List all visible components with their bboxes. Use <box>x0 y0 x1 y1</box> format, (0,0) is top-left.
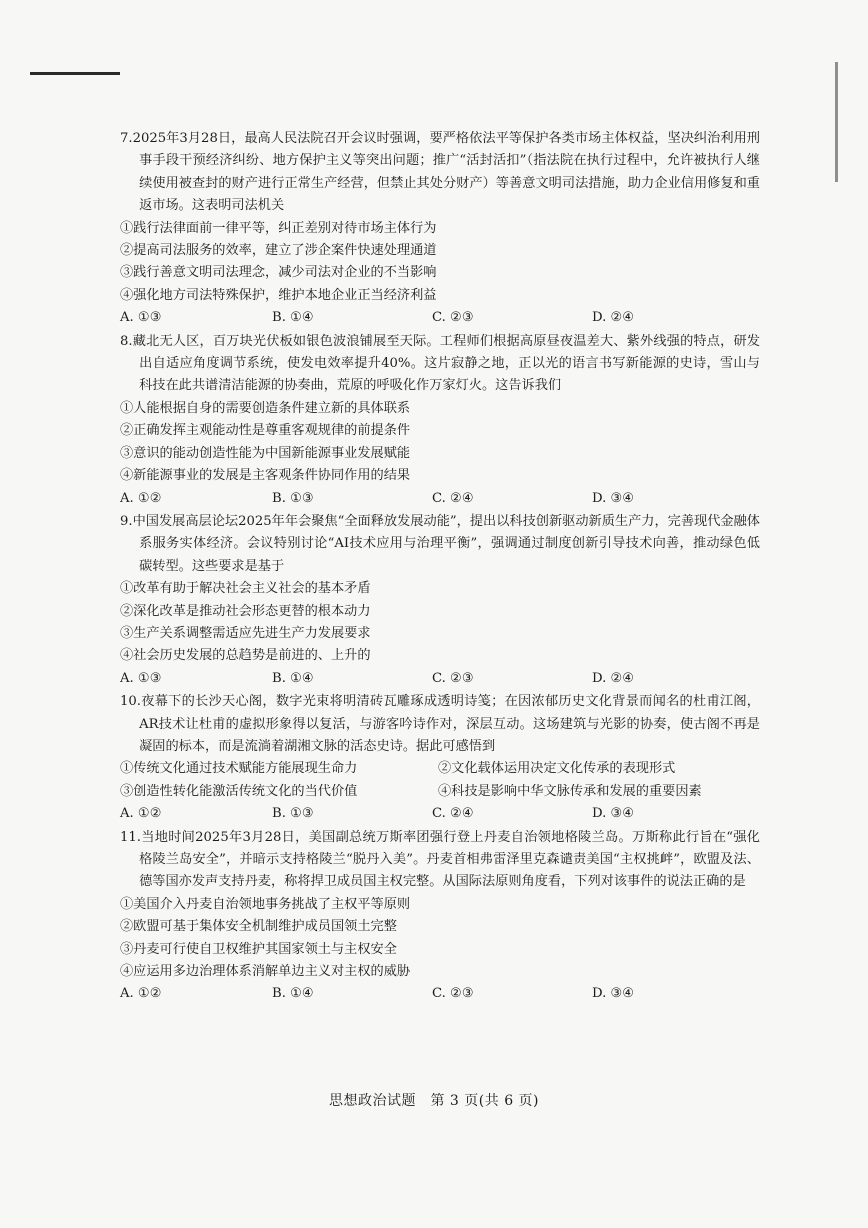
statement-option: ③创造性转化能激活传统文化的当代价值 <box>120 783 358 799</box>
statement-option: ④应运用多边治理体系消解单边主义对主权的威胁 <box>120 964 411 980</box>
statement-option: ④科技是影响中华文脉传承和发展的重要因素 <box>438 783 702 799</box>
choice-a: A. ①③ <box>120 670 162 686</box>
answer-choices <box>120 307 760 329</box>
answer-choices <box>120 983 760 1005</box>
choice-a: A. ①② <box>120 490 162 506</box>
question-7 <box>120 128 760 330</box>
choice-d: D. ②④ <box>592 310 635 326</box>
choice-b: B. ①③ <box>272 490 314 506</box>
choice-c: C. ②③ <box>432 670 474 686</box>
statement-option: ②提高司法服务的效率，建立了涉企案件快速处理通道 <box>120 243 437 259</box>
statement-option: ③践行善意文明司法理念，减少司法对企业的不当影响 <box>120 265 437 281</box>
choice-b: B. ①③ <box>272 806 314 822</box>
statement-option: ②文化载体运用决定文化传承的表现形式 <box>438 761 676 777</box>
statement-option: ③生产关系调整需适应先进生产力发展要求 <box>120 625 371 641</box>
question-11 <box>120 827 760 1006</box>
scan-edge-mark <box>30 72 120 75</box>
statement-option: ①美国介入丹麦自治领地事务挑战了主权平等原则 <box>120 896 411 912</box>
question-stem: 8.藏北无人区，百万块光伏板如银色波浪铺展至天际。工程师们根据高原昼夜温差大、紫外线强的特点，研发出自适应角度调节系统，使发电效率提升40%。这片寂静之地，正以光的语言书写新能源的史诗，雪山与科技在此共谱清洁能源的协奏曲，荒原的呼吸化作万家灯火。这告诉我们 <box>120 333 760 394</box>
choice-a: A. ①③ <box>120 310 162 326</box>
choice-d: D. ③④ <box>592 986 635 1002</box>
scan-edge-mark <box>835 62 838 182</box>
statement-option: ①改革有助于解决社会主义社会的基本矛盾 <box>120 581 371 597</box>
choice-c: C. ②③ <box>432 310 474 326</box>
question-list <box>120 128 760 1007</box>
statement-option: ④强化地方司法特殊保护，维护本地企业正当经济利益 <box>120 287 437 303</box>
choice-a: A. ①② <box>120 806 162 822</box>
statement-grid <box>120 758 760 803</box>
statement-option: ①践行法律面前一律平等，纠正差别对待市场主体行为 <box>120 220 437 236</box>
page-footer: 思想政治试题 第 3 页(共 6 页) <box>328 1093 540 1109</box>
statement-option: ①人能根据自身的需要创造条件建立新的具体联系 <box>120 400 411 416</box>
choice-c: C. ②③ <box>432 986 474 1002</box>
statement-option: ②欧盟可基于集体安全机制维护成员国领土完整 <box>120 919 397 935</box>
question-stem: 9.中国发展高层论坛2025年年会聚焦“全面释放发展动能”，提出以科技创新驱动新质生产力，完善现代金融体系服务实体经济。会议特别讨论“AI技术应用与治理平衡”，强调通过制度创新引导技术向善，推动绿色低碳转型。这些要求是基于 <box>120 513 760 574</box>
choice-d: D. ③④ <box>592 490 635 506</box>
question-stem: 10.夜幕下的长沙天心阁，数字光束将明清砖瓦雕琢成透明诗笺；在因浓郁历史文化背景而闻名的杜甫江阁，AR技术让杜甫的虚拟形象得以复活，与游客吟诗作对，深层互动。这场建筑与光影的协奏，使古阁不再是凝固的标本，而是流淌着湖湘文脉的活态史诗。据此可感悟到 <box>120 694 760 754</box>
question-10 <box>120 691 760 825</box>
question-8 <box>120 331 760 510</box>
choice-d: D. ②④ <box>592 670 635 686</box>
statement-option: ②深化改革是推动社会形态更替的根本动力 <box>120 603 371 619</box>
statement-option: ④新能源事业的发展是主客观条件协同作用的结果 <box>120 468 411 484</box>
question-9 <box>120 511 760 690</box>
choice-b: B. ①④ <box>272 986 314 1002</box>
statement-option: ③丹麦可行使自卫权维护其国家领土与主权安全 <box>120 941 397 957</box>
answer-choices <box>120 803 760 825</box>
choice-b: B. ①④ <box>272 310 314 326</box>
statement-option: ④社会历史发展的总趋势是前进的、上升的 <box>120 648 371 664</box>
statement-option: ③意识的能动创造性能为中国新能源事业发展赋能 <box>120 445 411 461</box>
answer-choices <box>120 668 760 690</box>
choice-b: B. ①④ <box>272 670 314 686</box>
statement-option: ①传统文化通过技术赋能方能展现生命力 <box>120 761 358 777</box>
choice-a: A. ①② <box>120 986 162 1002</box>
choice-c: C. ②④ <box>432 806 474 822</box>
choice-d: D. ③④ <box>592 806 635 822</box>
question-stem: 7.2025年3月28日，最高人民法院召开会议时强调，要严格依法平等保护各类市场主体权益，坚决纠治利用刑事手段干预经济纠纷、地方保护主义等突出问题；推广“活封活扣”（指法院在执行过程中，允许被执行人继续使用被查封的财产进行正常生产经营，但禁止其处分财产）等善意文明司法措施，助力企业信用修复和重返市场。这表明司法机关 <box>120 131 760 214</box>
question-stem: 11.当地时间2025年3月28日，美国副总统万斯率团强行登上丹麦自治领地格陵兰岛。万斯称此行旨在“强化格陵兰岛安全”，并暗示支持格陵兰“脱丹入美”。丹麦首相弗雷泽里克森谴责美国“主权挑衅”，欧盟及法、德等国亦发声支持丹麦，称将捍卫成员国主权完整。从国际法原则角度看，下列对该事件的说法正确的是 <box>120 829 760 890</box>
choice-c: C. ②④ <box>432 490 474 506</box>
answer-choices <box>120 488 760 510</box>
statement-option: ②正确发挥主观能动性是尊重客观规律的前提条件 <box>120 423 411 439</box>
